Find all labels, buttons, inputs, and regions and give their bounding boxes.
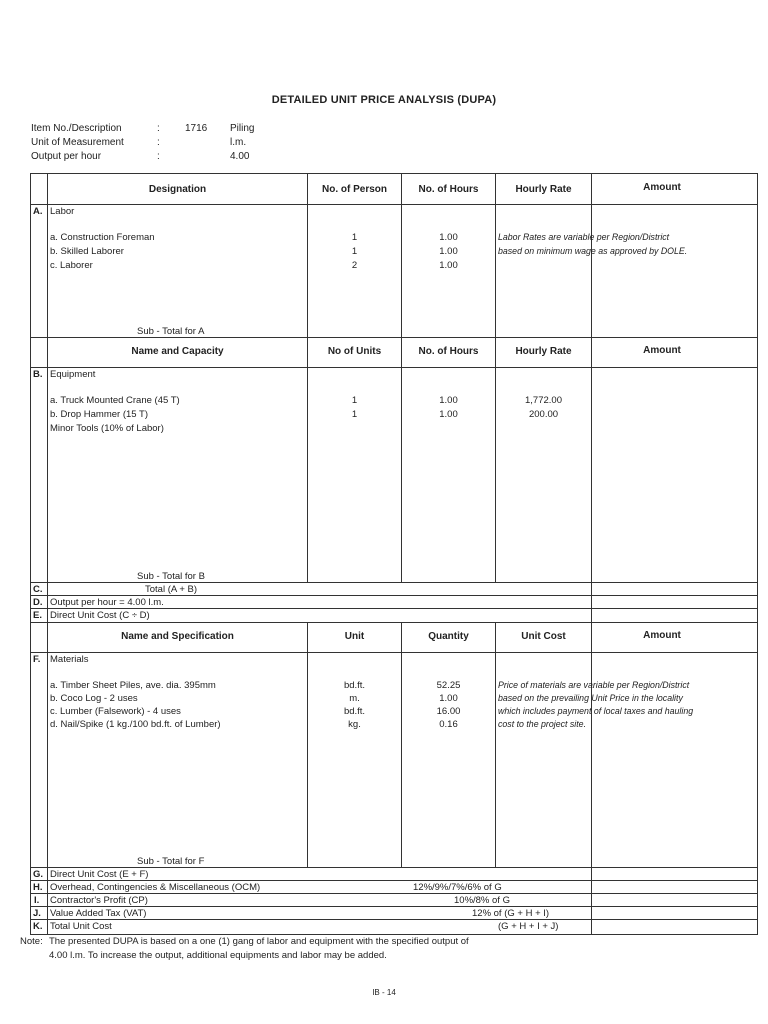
labor-item: c. Laborer: [50, 260, 93, 271]
material-unit: m.: [349, 693, 360, 704]
equipment-qty: 1: [351, 395, 358, 406]
material-item: b. Coco Log - 2 uses: [50, 693, 138, 704]
labor-qty: 1: [351, 246, 358, 257]
section-letter: G.: [33, 869, 44, 880]
divider: [401, 622, 402, 867]
colon: :: [157, 123, 160, 134]
col-header: Unit Cost: [521, 631, 566, 642]
section-name: Labor: [50, 206, 75, 217]
divider: [31, 595, 757, 596]
material-item: c. Lumber (Falsework) - 4 uses: [50, 706, 181, 717]
divider: [307, 622, 308, 867]
section-letter: E.: [33, 610, 42, 621]
subtotal-a: Sub - Total for A: [137, 326, 205, 337]
page-number: IB - 14: [372, 988, 396, 997]
equipment-hours: 1.00: [439, 395, 458, 406]
divider: [31, 608, 757, 609]
divider: [31, 893, 757, 894]
unit-label: Unit of Measurement: [31, 137, 124, 148]
note-line: The presented DUPA is based on a one (1) gang of labor and equipment with the specified output of: [49, 936, 469, 947]
section-letter: H.: [33, 882, 43, 893]
col-header: Quantity: [428, 631, 469, 642]
material-price-note: which includes payment of local taxes and hauling: [498, 706, 694, 716]
col-header: No. of Hours: [418, 184, 479, 195]
col-header: Name and Capacity: [131, 346, 224, 357]
divider: [31, 622, 757, 623]
dupa-table: [30, 173, 758, 935]
col-header: Name and Specification: [121, 631, 234, 642]
material-qty: 1.00: [439, 693, 458, 704]
col-header: Unit: [344, 631, 365, 642]
material-qty: 52.25: [436, 680, 461, 691]
divider: [31, 652, 757, 653]
item-description: Piling: [230, 123, 255, 134]
divider: [31, 204, 757, 205]
material-price-note: Price of materials are variable per Region/District: [498, 680, 690, 690]
material-qty: 16.00: [436, 706, 461, 717]
col-header: No of Units: [327, 346, 382, 357]
divider: [31, 867, 757, 868]
section-name: Materials: [50, 654, 89, 665]
labor-item: b. Skilled Laborer: [50, 246, 124, 257]
output-per-hour: Output per hour = 4.00 l.m.: [50, 597, 164, 608]
material-price-note: cost to the project site.: [498, 719, 587, 729]
section-name: Equipment: [50, 369, 96, 380]
vat-rate: 12% of (G + H + I): [472, 908, 550, 919]
divider: [495, 622, 496, 867]
labor-qty: 1: [351, 232, 358, 243]
equipment-rate: 1,772.00: [525, 395, 562, 406]
col-header: Designation: [148, 184, 207, 195]
col-header: Amount: [643, 182, 681, 193]
divider: [31, 880, 757, 881]
section-letter: K.: [33, 921, 43, 932]
divider: [591, 622, 592, 934]
labor-rate-note: Labor Rates are variable per Region/District: [498, 232, 670, 242]
item-number: 1716: [185, 123, 208, 134]
section-letter: F.: [33, 654, 41, 665]
divider: [31, 367, 757, 368]
material-price-note: based on the prevailing Unit Price in the locality: [498, 693, 683, 703]
material-unit: kg.: [348, 719, 361, 730]
subtotal-b: Sub - Total for B: [137, 571, 205, 582]
section-letter: D.: [33, 597, 43, 608]
divider: [591, 582, 592, 622]
divider: [31, 337, 757, 338]
col-header: Hourly Rate: [515, 346, 572, 357]
note-line: 4.00 l.m. To increase the output, additional equipments and labor may be added.: [49, 950, 387, 961]
equipment-rate: 200.00: [528, 409, 559, 420]
total-unit-cost-label: Total Unit Cost: [50, 921, 112, 932]
col-header: No. of Person: [321, 184, 387, 195]
equipment-item: a. Truck Mounted Crane (45 T): [50, 395, 180, 406]
divider: [47, 174, 48, 934]
section-letter: J.: [33, 908, 41, 919]
total-a-b: Total (A + B): [145, 584, 198, 595]
subtotal-f: Sub - Total for F: [137, 856, 205, 867]
material-unit: bd.ft.: [343, 680, 366, 691]
labor-hours: 1.00: [439, 260, 458, 271]
labor-hours: 1.00: [439, 246, 458, 257]
col-header: No. of Hours: [418, 346, 479, 357]
colon: :: [157, 151, 160, 162]
divider: [31, 582, 757, 583]
colon: :: [157, 137, 160, 148]
col-header: Hourly Rate: [515, 184, 572, 195]
note-label: Note:: [20, 936, 43, 947]
page-title: DETAILED UNIT PRICE ANALYSIS (DUPA): [271, 94, 497, 106]
section-letter: I.: [34, 895, 40, 906]
section-letter: B.: [33, 369, 43, 380]
material-item: a. Timber Sheet Piles, ave. dia. 395mm: [50, 680, 216, 691]
total-unit-cost-formula: (G + H + I + J): [498, 921, 559, 932]
divider: [31, 906, 757, 907]
ocm-label: Overhead, Contingencies & Miscellaneous (OCM): [50, 882, 261, 893]
material-item: d. Nail/Spike (1 kg./100 bd.ft. of Lumber): [50, 719, 221, 730]
vat-label: Value Added Tax (VAT): [50, 908, 147, 919]
ocm-rate: 12%/9%/7%/6% of G: [413, 882, 502, 893]
direct-unit-cost-g: Direct Unit Cost (E + F): [50, 869, 149, 880]
section-letter: A.: [33, 206, 43, 217]
profit-label: Contractor's Profit (CP): [50, 895, 148, 906]
col-header: Amount: [643, 345, 681, 356]
equipment-hours: 1.00: [439, 409, 458, 420]
divider: [495, 174, 496, 582]
unit-value: l.m.: [230, 137, 247, 148]
labor-item: a. Construction Foreman: [50, 232, 155, 243]
output-label: Output per hour: [31, 151, 102, 162]
equipment-item: b. Drop Hammer (15 T): [50, 409, 149, 420]
minor-tools: Minor Tools (10% of Labor): [50, 423, 164, 434]
labor-hours: 1.00: [439, 232, 458, 243]
direct-unit-cost-e: Direct Unit Cost (C ÷ D): [50, 610, 150, 621]
item-label: Item No./Description: [31, 123, 122, 134]
labor-rate-note: based on minimum wage as approved by DOLE.: [498, 246, 688, 256]
material-unit: bd.ft.: [343, 706, 366, 717]
equipment-qty: 1: [351, 409, 358, 420]
output-value: 4.00: [230, 151, 250, 162]
labor-qty: 2: [351, 260, 358, 271]
material-qty: 0.16: [439, 719, 458, 730]
section-letter: C.: [33, 584, 43, 595]
divider: [31, 919, 757, 920]
col-header: Amount: [643, 630, 681, 641]
profit-rate: 10%/8% of G: [454, 895, 510, 906]
